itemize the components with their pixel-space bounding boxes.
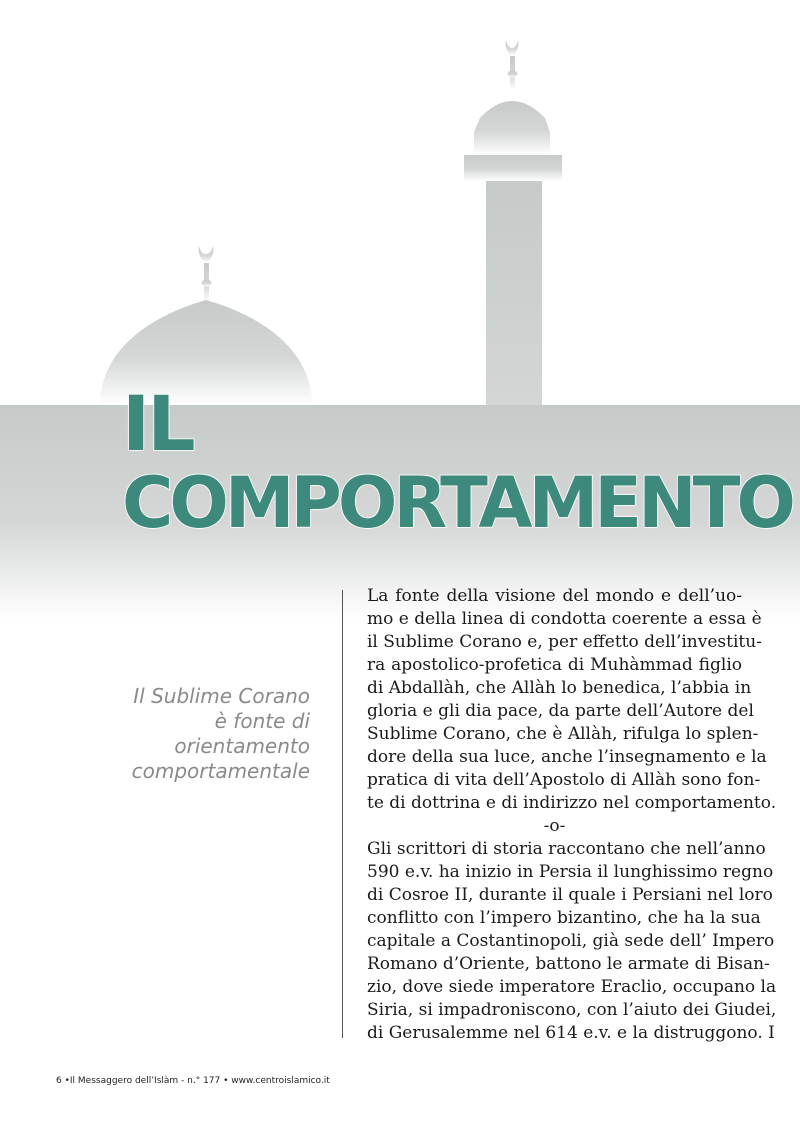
pull-quote-line: è fonte di [214,709,310,733]
body-line: capitale a Costantinopoli, già sede dell’ Impero [367,931,775,951]
body-line: di Cosroe II, durante il quale i Persiani nel loro [367,885,773,905]
body-line: te di dottrina e di indirizzo nel comportamento. [367,793,777,813]
pull-quote-line: orientamento [174,734,310,758]
body-line: dore della sua luce, anche l’insegnamento e la [367,747,767,767]
article-title-line2: COMPORTAMENTO [122,462,792,544]
body-line: mo e della linea di condotta coerente a essa è [367,609,762,629]
body-line: Sublime Corano, che è Allàh, rifulga lo splen- [367,724,759,744]
body-line: di Gerusalemme nel 614 e.v. e la distruggono. I [367,1023,775,1043]
body-line: La fonte della visione del mondo e dell’uo- [367,586,742,606]
pull-quote-line: comportamentale [131,759,310,783]
body-line: Siria, si impadroniscono, con l’aiuto dei Giudei, [367,1000,777,1020]
page-footer: 6 •Il Messaggero dell’Islàm - n.° 177 • www.centroislamico.it [56,1076,330,1086]
sidebar-pull-quote [100,684,310,784]
pull-quote-line: Il Sublime Corano [133,684,310,708]
body-line: Romano d’Oriente, battono le armate di Bisan- [367,954,770,974]
minaret-finial-icon [506,40,519,56]
body-line: zio, dove siede imperatore Eraclio, occupano la [367,977,777,997]
column-divider [342,590,343,1038]
body-line: gloria e gli dia pace, da parte dell’Autore del [367,701,754,721]
body-line: pratica di vita dell’Apostolo di Allàh sono fon- [367,770,761,790]
dome-finial-icon [199,246,214,263]
body-line: di Abdallàh, che Allàh lo benedica, l’abbia in [367,678,752,698]
article-body [367,585,777,1045]
section-separator: -o- [543,816,566,836]
body-line: 590 e.v. ha inizio in Persia il lunghissimo regno [367,862,774,882]
body-line: conflitto con l’impero bizantino, che ha la sua [367,908,761,928]
body-line: ra apostolico-profetica di Muhàmmad figlio [367,655,742,675]
body-line: Gli scrittori di storia raccontano che nell’anno [367,839,766,859]
article-title-line1: IL [122,379,193,468]
body-line: il Sublime Corano e, per effetto dell’investitu- [367,632,762,652]
